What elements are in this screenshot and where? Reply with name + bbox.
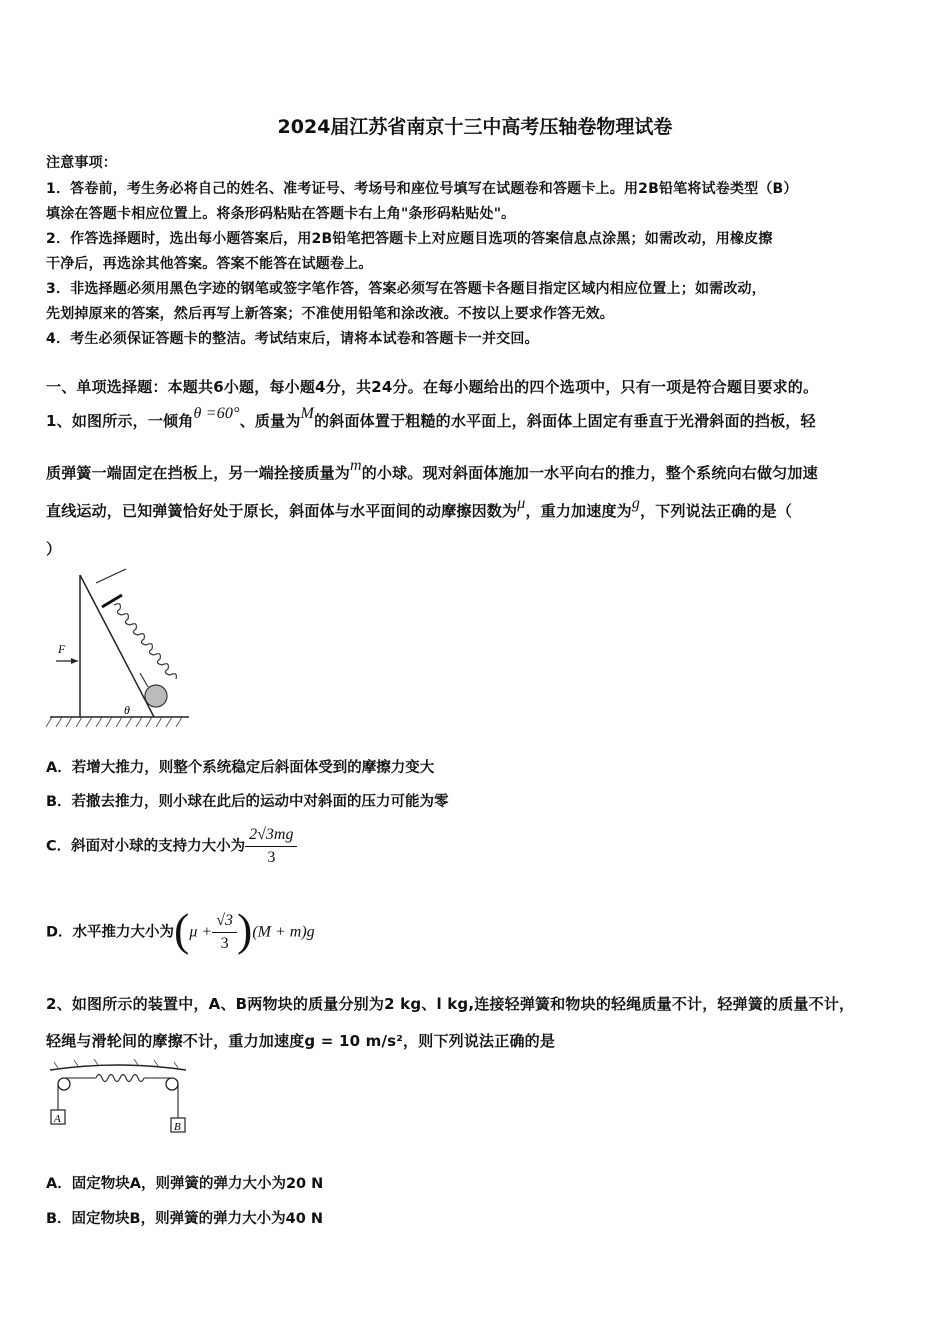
section-heading: 一、单项选择题：本题共6小题，每小题4分，共24分。在每小题给出的四个选项中，只有一项是符合题目要求的。 [46, 378, 819, 396]
table-top [50, 1065, 186, 1070]
notice-line: 1．答卷前，考生务必将自己的姓名、准考证号、考场号和座位号填写在试题卷和答题卡上。用2B铅笔将试卷类型（B） [46, 181, 798, 197]
angle-label-theta: θ [124, 703, 130, 717]
notice-heading: 注意事项： [46, 155, 117, 171]
notice-line: 填涂在答题卡相应位置上。将条形码粘贴在答题卡右上角"条形码粘贴处"。 [46, 206, 516, 222]
q1-option-a[interactable]: A．若增大推力，则整个系统稳定后斜面体受到的摩擦力变大 [46, 760, 435, 776]
q1-text: 、质量为 [239, 412, 301, 430]
q1-line-1 [46, 405, 816, 431]
ground-hatching [46, 717, 182, 727]
q1-line-4: ） [46, 540, 62, 558]
pulley-spring-figure [48, 1058, 188, 1138]
q1-option-d[interactable] [46, 906, 315, 959]
q1-option-b[interactable]: B．若撤去推力，则小球在此后的运动中对斜面的压力可能为零 [46, 794, 449, 810]
right-pulley [166, 1078, 178, 1090]
fraction-numerator: √3 [212, 912, 237, 933]
notice-line: 先划掉原来的答案，然后再写上新答案；不准使用铅笔和涂改液。不按以上要求作答无效。 [46, 306, 614, 322]
ball [145, 685, 167, 707]
incline-top-edge [96, 569, 126, 583]
q2-option-a[interactable]: A．固定物块A，则弹簧的弹力大小为20 N [46, 1176, 324, 1192]
block-a-label: A [54, 1113, 61, 1125]
notice-line: 4．考生必须保证答题卡的整洁。考试结束后，请将本试卷和答题卡一并交回。 [46, 331, 539, 347]
block-b-label: B [174, 1121, 181, 1133]
q1-text: 的小球。现对斜面体施加一水平向右的推力，整个系统向右做匀加速 [361, 464, 818, 482]
baffle-plate [102, 595, 122, 607]
fraction-numerator: 2√3mg [245, 826, 297, 847]
q2-option-b[interactable]: B．固定物块B，则弹簧的弹力大小为40 N [46, 1211, 323, 1227]
mass-M-symbol: M [300, 405, 315, 422]
fraction-denominator: 3 [220, 935, 229, 952]
spring-end [140, 673, 148, 687]
notice-line: 2．作答选择题时，选出每小题答案后，用2B铅笔把答题卡上对应题目选项的答案信息点涂黑；如需改动，用橡皮擦 [46, 231, 773, 247]
spring-coil [96, 1075, 144, 1082]
force-arrowhead [71, 658, 78, 664]
incline-spring-figure [44, 565, 194, 740]
q1-line-3 [46, 495, 793, 521]
q1-text: 质弹簧一端固定在挡板上，另一端拴接质量为 [46, 464, 351, 482]
notice-line: 干净后，再选涂其他答案。答案不能答在试题卷上。 [46, 256, 373, 272]
force-label-F: F [58, 642, 66, 656]
q1-text: 的斜面体置于粗糙的水平面上，斜面体上固定有垂直于光滑斜面的挡板，轻 [314, 412, 816, 430]
fraction-denominator: 3 [267, 849, 276, 866]
option-d-mu: μ + [189, 923, 213, 941]
q1-text: 1、如图所示，一倾角 [46, 412, 194, 430]
theta-symbol: θ =60° [193, 405, 240, 422]
notice-line: 3．非选择题必须用黑色字迹的钢笔或签字笔作答，答案必须写在答题卡各题目指定区域内相应位置上；如需改动， [46, 281, 766, 297]
q1-line-2 [46, 457, 818, 483]
option-d-fraction [212, 912, 237, 953]
option-c-fraction [245, 826, 297, 867]
mu-symbol: μ [517, 495, 526, 512]
q1-text: ，下列说法正确的是（ [640, 502, 793, 520]
page-title: 2024届江苏省南京十三中高考压轴卷物理试卷 [277, 116, 673, 138]
option-c-text: C．斜面对小球的支持力大小为 [46, 838, 246, 855]
left-paren: ( [174, 904, 190, 955]
right-paren: ) [236, 904, 253, 955]
left-pulley [58, 1078, 70, 1090]
g-symbol: g [631, 495, 641, 512]
q1-text: 直线运动，已知弹簧恰好处于原长，斜面体与水平面间的动摩擦因数为 [46, 502, 518, 520]
q1-text: ，重力加速度为 [525, 502, 632, 520]
q2-line-1: 2、如图所示的装置中，A、B两物块的质量分别为2 kg、l kg,连接轻弹簧和物块的轻绳质量不计，轻弹簧的质量不计， [46, 995, 855, 1013]
spring-coil [114, 604, 176, 679]
option-d-tail: (M + m)g [252, 923, 315, 941]
option-d-text: D．水平推力大小为 [46, 924, 175, 941]
q1-option-c[interactable] [46, 826, 297, 867]
mass-m-symbol: m [350, 457, 362, 474]
q2-line-2: 轻绳与滑轮间的摩擦不计，重力加速度g = 10 m/s²，则下列说法正确的是 [46, 1032, 556, 1050]
